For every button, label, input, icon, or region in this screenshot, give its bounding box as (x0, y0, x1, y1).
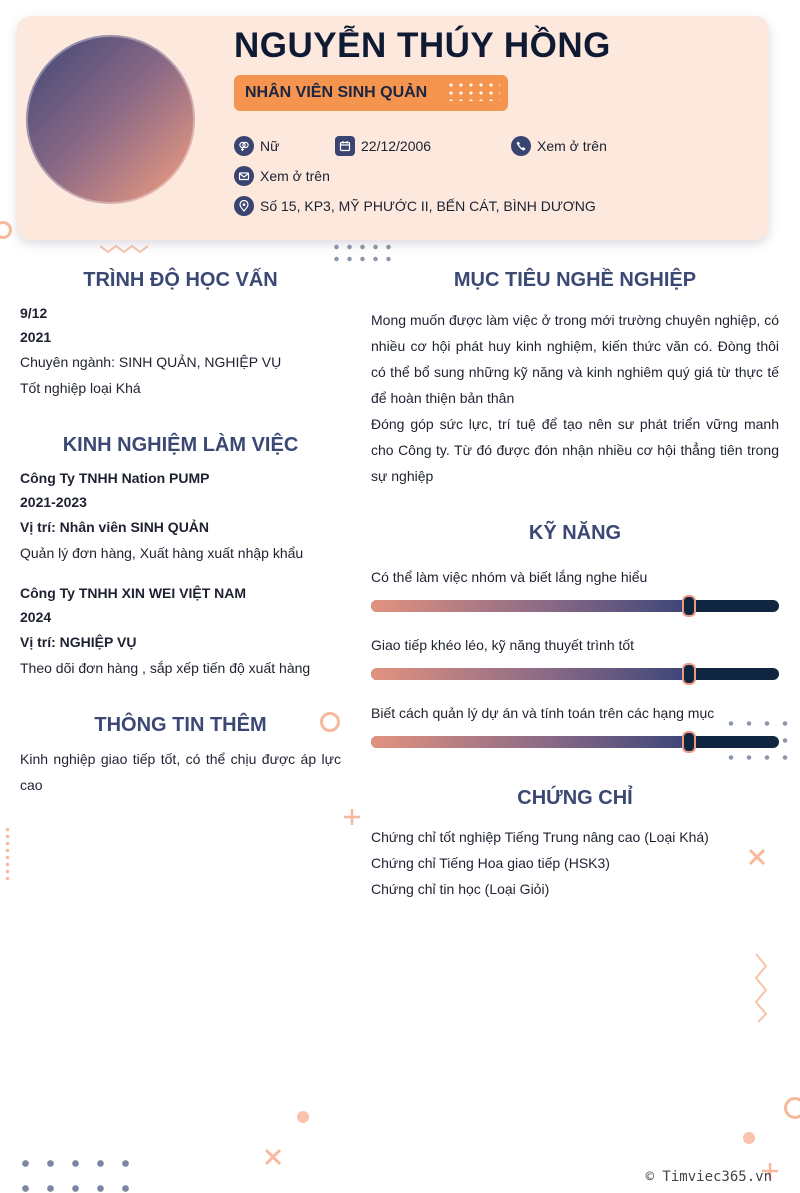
certificate-item: Chứng chỉ tốt nghiệp Tiếng Trung nâng cao (Loại Khá) (371, 829, 709, 845)
location-pin-icon (234, 196, 254, 216)
skill-2-label: Giao tiếp khéo léo, kỹ năng thuyết trình tốt (371, 637, 635, 653)
decor-ring-right (784, 1097, 800, 1119)
job-title: NHÂN VIÊN SINH QUẢN (245, 84, 428, 101)
pill-dots-decor (446, 81, 500, 101)
skill-1-label: Có thể làm việc nhóm và biết lắng nghe hiểu (371, 569, 648, 585)
skill-1-knob (682, 595, 696, 617)
footer-watermark: © Timviec365.vn (645, 1169, 772, 1185)
avatar (26, 35, 195, 204)
job-2-description: Theo dõi đơn hàng , sắp xếp tiến độ xuất hàng (20, 660, 311, 676)
additional-info-text: Kinh nghiệp giao tiếp tốt, có thể chịu được áp lực cao (20, 751, 341, 793)
calendar-icon (335, 136, 355, 156)
job-1-description: Quản lý đơn hàng, Xuất hàng xuất nhập khẩu (20, 545, 304, 561)
candidate-name: NGUYỄN THÚY HỒNG (234, 26, 611, 65)
decor-cross-right (747, 847, 767, 867)
additional-info-title: THÔNG TIN THÊM (94, 714, 267, 736)
certificate-item: Chứng chỉ tin học (Loại Giỏi) (371, 881, 550, 897)
objective-paragraph-2: Đóng góp sức lực, trí tuệ để tạo nên sư phát triển vững manh cho Công ty. Từ đó được đón nhận nhiều cơ hội thẳng tiên trong sự nghiệp (371, 416, 779, 484)
job-1-company: Công Ty TNHH Nation PUMP (20, 470, 210, 486)
phone-value: Xem ở trên (537, 138, 607, 154)
certificates-title: CHỨNG CHỈ (517, 787, 633, 809)
email-value: Xem ở trên (260, 168, 330, 184)
decor-chevron-wave (752, 952, 770, 1022)
decor-dotted-line (5, 826, 10, 880)
skill-1-bar (371, 600, 779, 612)
education-date: 9/12 (20, 305, 48, 321)
job-2-period: 2024 (20, 609, 52, 625)
skill-3-bar (371, 736, 779, 748)
experience-title: KINH NGHIỆM LÀM VIỆC (62, 434, 299, 456)
decor-ring-left (0, 221, 12, 239)
phone-icon (511, 136, 531, 156)
skill-1-bar-fill (371, 600, 689, 612)
gender-icon (234, 136, 254, 156)
decor-cross-bottom (263, 1147, 283, 1167)
job-2-company: Công Ty TNHH XIN WEI VIỆT NAM (20, 585, 247, 601)
job-1-position: Vị trí: Nhân viên SINH QUẢN (20, 519, 210, 535)
objective-title: MỤC TIÊU NGHỀ NGHIỆP (453, 269, 697, 291)
gender-info (234, 136, 279, 156)
decor-plus (343, 808, 361, 826)
skill-3-label: Biết cách quản lý dự án và tính toán trên các hạng mục (371, 705, 715, 721)
decor-dots-bottom-left (13, 1151, 138, 1193)
objective-paragraph-1: Mong muốn được làm việc ở trong mới trường chuyên nghiệp, có nhiều cơ hội phát huy kinh nghiệm, kiến thức văn có. Đòng thôi có thể bổ sung những kỹ năng và kinh nghiêm quý giá từ thực tế để hoàn thiện bản thân (371, 312, 779, 406)
address-value: Số 15, KP3, MỸ PHƯỚC II, BẾN CÁT, BÌNH DƯƠNG (260, 198, 596, 214)
skill-2-bar-fill (371, 668, 689, 680)
skills-title: KỸ NĂNG (528, 522, 622, 544)
decor-circle-small-2 (743, 1132, 755, 1144)
skill-3-bar-fill (371, 736, 689, 748)
decor-zigzag (100, 244, 152, 254)
job-1-period: 2021-2023 (20, 494, 87, 510)
address-info (234, 196, 596, 216)
education-year: 2021 (20, 329, 52, 345)
birthday-value: 22/12/2006 (361, 138, 432, 154)
education-title: TRÌNH ĐỘ HỌC VẤN (83, 269, 278, 291)
skill-3-knob (682, 731, 696, 753)
phone-info (511, 136, 607, 156)
skill-2-knob (682, 663, 696, 685)
decor-circle-small-1 (297, 1111, 309, 1123)
certificate-item: Chứng chỉ Tiếng Hoa giao tiếp (HSK3) (371, 855, 610, 871)
job-title-badge (234, 75, 508, 111)
birthday-info (335, 136, 431, 156)
email-icon (234, 166, 254, 186)
skill-2-bar (371, 668, 779, 680)
job-2-position: Vị trí: NGHIỆP VỤ (20, 634, 137, 650)
gender-value: Nữ (260, 138, 280, 154)
education-grade: Tốt nghiệp loại Khá (20, 380, 141, 396)
email-info (234, 166, 330, 186)
education-major: Chuyên ngành: SINH QUẢN, NGHIỆP VỤ (20, 354, 282, 370)
